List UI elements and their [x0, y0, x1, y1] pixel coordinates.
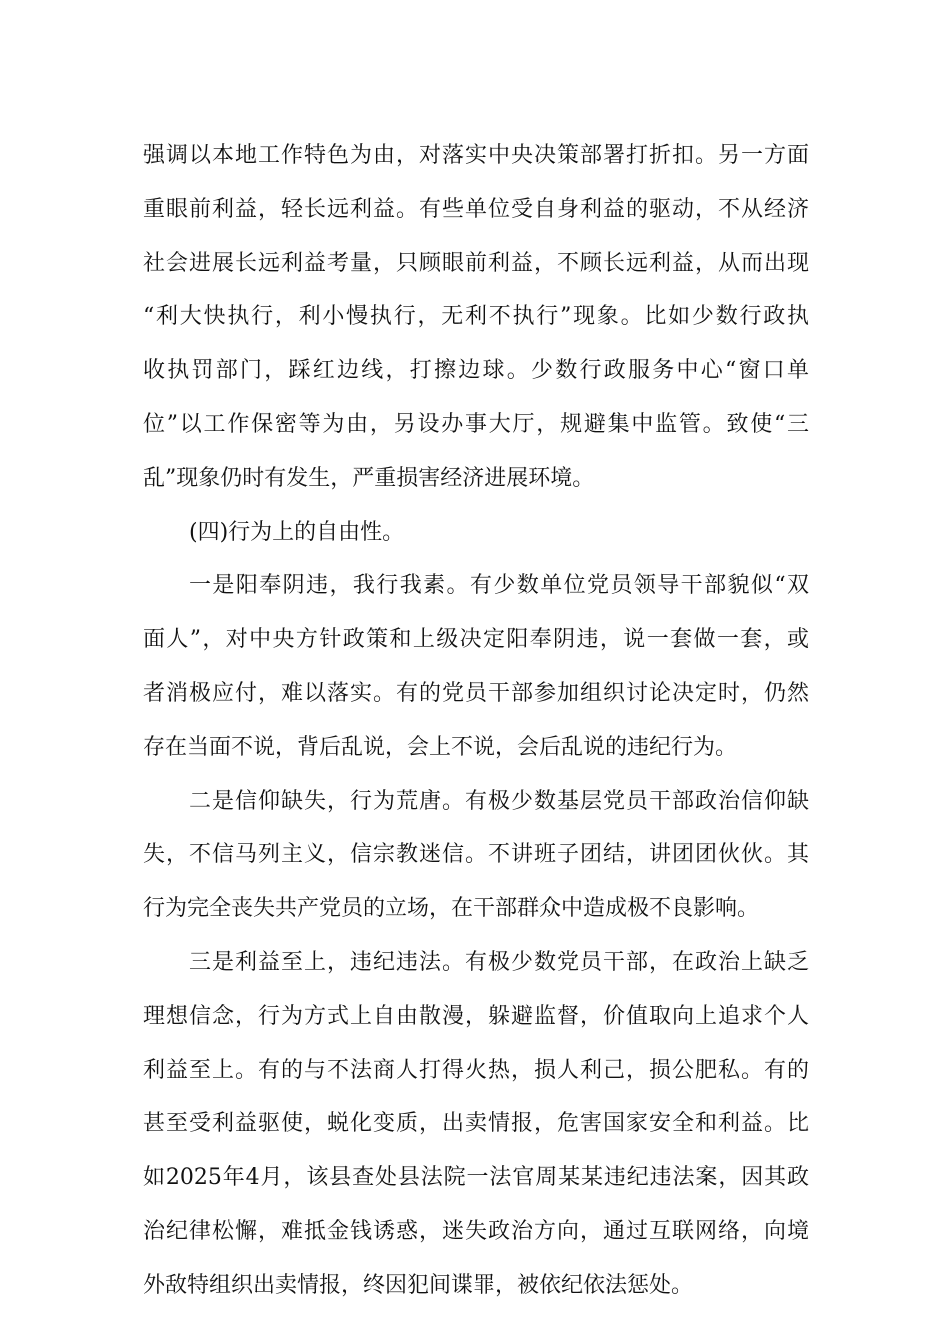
- text-line: 利益至上。有的与不法商人打得火热，损人利己，损公肥私。有的: [143, 1057, 809, 1083]
- body-text: [143, 129, 809, 1313]
- text-line: 甚至受利益驱使，蜕化变质，出卖情报，危害国家安全和利益。比: [143, 1111, 809, 1137]
- text-line: 一是阳奉阴违，我行我素。有少数单位党员领导干部貌似“双: [189, 573, 809, 599]
- text-line: 二是信仰缺失，行为荒唐。有极少数基层党员干部政治信仰缺: [189, 788, 809, 814]
- text-line: 治纪律松懈，难抵金钱诱惑，迷失政治方向，通过互联网络，向境: [143, 1218, 809, 1244]
- text-line: 乱”现象仍时有发生，严重损害经济进展环境。: [143, 465, 595, 491]
- text-line: 理想信念，行为方式上自由散漫，躲避监督，价值取向上追求个人: [143, 1003, 809, 1029]
- text-line: “利大快执行，利小慢执行，无利不执行”现象。比如少数行政执: [143, 304, 809, 330]
- text-line: 收执罚部门，踩红边线，打擦边球。少数行政服务中心“窗口单: [143, 358, 809, 384]
- text-line: 存在当面不说，背后乱说，会上不说，会后乱说的违纪行为。: [143, 734, 738, 760]
- text-line: 外敌特组织出卖情报，终因犯间谍罪，被依纪依法惩处。: [143, 1272, 694, 1298]
- text-line: 位”以工作保密等为由，另设办事大厅，规避集中监管。致使“三: [143, 411, 809, 437]
- text-line: 面人”，对中央方针政策和上级决定阳奉阴违，说一套做一套，或: [143, 627, 809, 653]
- text-line: 行为完全丧失共产党员的立场，在干部群众中造成极不良影响。: [143, 896, 760, 922]
- text-line: 失，不信马列主义，信宗教迷信。不讲班子团结，讲团团伙伙。其: [143, 842, 809, 868]
- text-line: 三是利益至上，违纪违法。有极少数党员干部，在政治上缺乏: [189, 949, 809, 975]
- text-line: 强调以本地工作特色为由，对落实中央决策部署打折扣。另一方面: [143, 143, 809, 168]
- text-line: 社会进展长远利益考量，只顾眼前利益，不顾长远利益，从而出现: [143, 250, 809, 276]
- section-heading: (四)行为上的自由性。: [189, 519, 405, 545]
- text-line: 如2025年4月，该县查处县法院一法官周某某违纪违法案，因其政: [143, 1165, 809, 1191]
- text-line: 者消极应付，难以落实。有的党员干部参加组织讨论决定时，仍然: [143, 680, 809, 706]
- text-line: 重眼前利益，轻长远利益。有些单位受自身利益的驱动，不从经济: [143, 196, 809, 222]
